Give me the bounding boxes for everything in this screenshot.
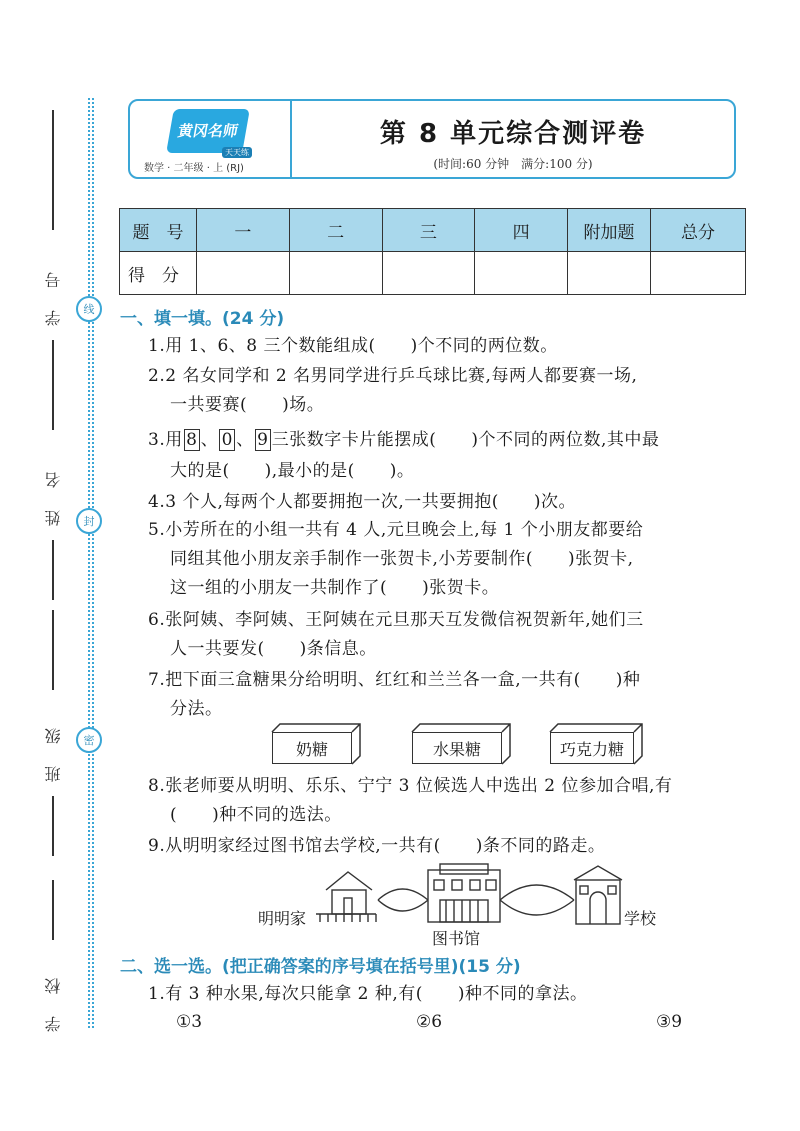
student-id-label: 学号 (43, 250, 63, 326)
house-icon (316, 872, 376, 922)
school-icon (574, 866, 622, 924)
label-library: 图书馆 (432, 929, 481, 948)
score-col-4: 四 (475, 209, 568, 252)
bind-mark-seal: 封 (76, 508, 102, 534)
library-icon (428, 864, 500, 922)
subject-line: 数学 · 二年级 · 上 (RJ) (144, 163, 244, 174)
score-col-total: 总分 (651, 209, 746, 252)
label-home: 明明家 (258, 909, 307, 928)
brand-logo-text: 黄冈名师 (176, 122, 240, 140)
question-5-line3: 这一组的小朋友一共制作了( )张贺卡。 (170, 578, 500, 598)
section2-question-1: 1.有 3 种水果,每次只能拿 2 种,有( )种不同的拿法。 (148, 984, 588, 1004)
score-col-1: 一 (197, 209, 290, 252)
digit-card: 9 (255, 429, 271, 451)
question-8-line1: 8.张老师要从明明、乐乐、宁宁 3 位候选人中选出 2 位参加合唱,有 (148, 776, 673, 796)
score-col-3: 三 (382, 209, 475, 252)
option-b: ②6 (416, 1012, 443, 1032)
bind-mark-secret: 密 (76, 727, 102, 753)
question-3-line1: 3.用 8 、 0 、 9 三张数字卡片能摆成( )个不同的两位数,其中最 (148, 430, 660, 450)
exam-info: (时间:60 分钟 满分:100 分) (433, 157, 593, 171)
section2-title: 二、选一选。(把正确答案的序号填在括号里)(15 分) (120, 957, 521, 977)
question-6-line1: 6.张阿姨、李阿姨、王阿姨在元旦那天互发微信祝贺新年,她们三 (148, 610, 644, 630)
question-2-line2: 一共要赛( )场。 (170, 395, 325, 415)
school-label: 学校 (43, 956, 63, 1032)
question-2-line1: 2.2 名女同学和 2 名男同学进行乒乓球比赛,每两人都要赛一场, (148, 366, 638, 386)
digit-card: 8 (184, 429, 200, 451)
question-1: 1.用 1、6、8 三个数能组成( )个不同的两位数。 (148, 336, 558, 356)
digit-card: 0 (219, 429, 235, 451)
question-5-line1: 5.小芳所在的小组一共有 4 人,元旦晚会上,每 1 个小朋友都要给 (148, 520, 644, 540)
section1-title: 一、填一填。(24 分) (120, 309, 285, 329)
score-table-row1-label: 题 号 (120, 209, 197, 252)
score-table-row2-label: 得 分 (120, 252, 197, 295)
question-9: 9.从明明家经过图书馆去学校,一共有( )条不同的路走。 (148, 836, 606, 856)
bind-mark-line: 线 (76, 296, 102, 322)
option-a: ①3 (176, 1012, 203, 1032)
question-8-line2: ( )种不同的选法。 (170, 805, 342, 825)
option-c: ③9 (656, 1012, 683, 1032)
question-4: 4.3 个人,每两个人都要拥抱一次,一共要拥抱( )次。 (148, 492, 577, 512)
question-6-line2: 人一共要发( )条信息。 (170, 639, 377, 659)
page-title: 第 8 单元综合测评卷 (379, 119, 647, 149)
candy-box-fruit: 水果糖 (412, 732, 502, 764)
question-3-line2: 大的是( ),最小的是( )。 (170, 461, 415, 481)
question-5-line2: 同组其他小朋友亲手制作一张贺卡,小芳要制作( )张贺卡, (170, 549, 634, 569)
brand-tag: 天天练 (222, 147, 252, 158)
class-label: 班级 (43, 706, 63, 782)
question-7-line1: 7.把下面三盒糖果分给明明、红红和兰兰各一盒,一共有( )种 (148, 670, 641, 690)
candy-box-chocolate: 巧克力糖 (550, 732, 634, 764)
score-col-bonus: 附加题 (568, 209, 651, 252)
question-7-line2: 分法。 (170, 699, 223, 719)
label-school: 学校 (624, 909, 657, 928)
score-col-2: 二 (289, 209, 382, 252)
name-label: 姓名 (43, 450, 63, 526)
candy-box-milk: 奶糖 (272, 732, 352, 764)
